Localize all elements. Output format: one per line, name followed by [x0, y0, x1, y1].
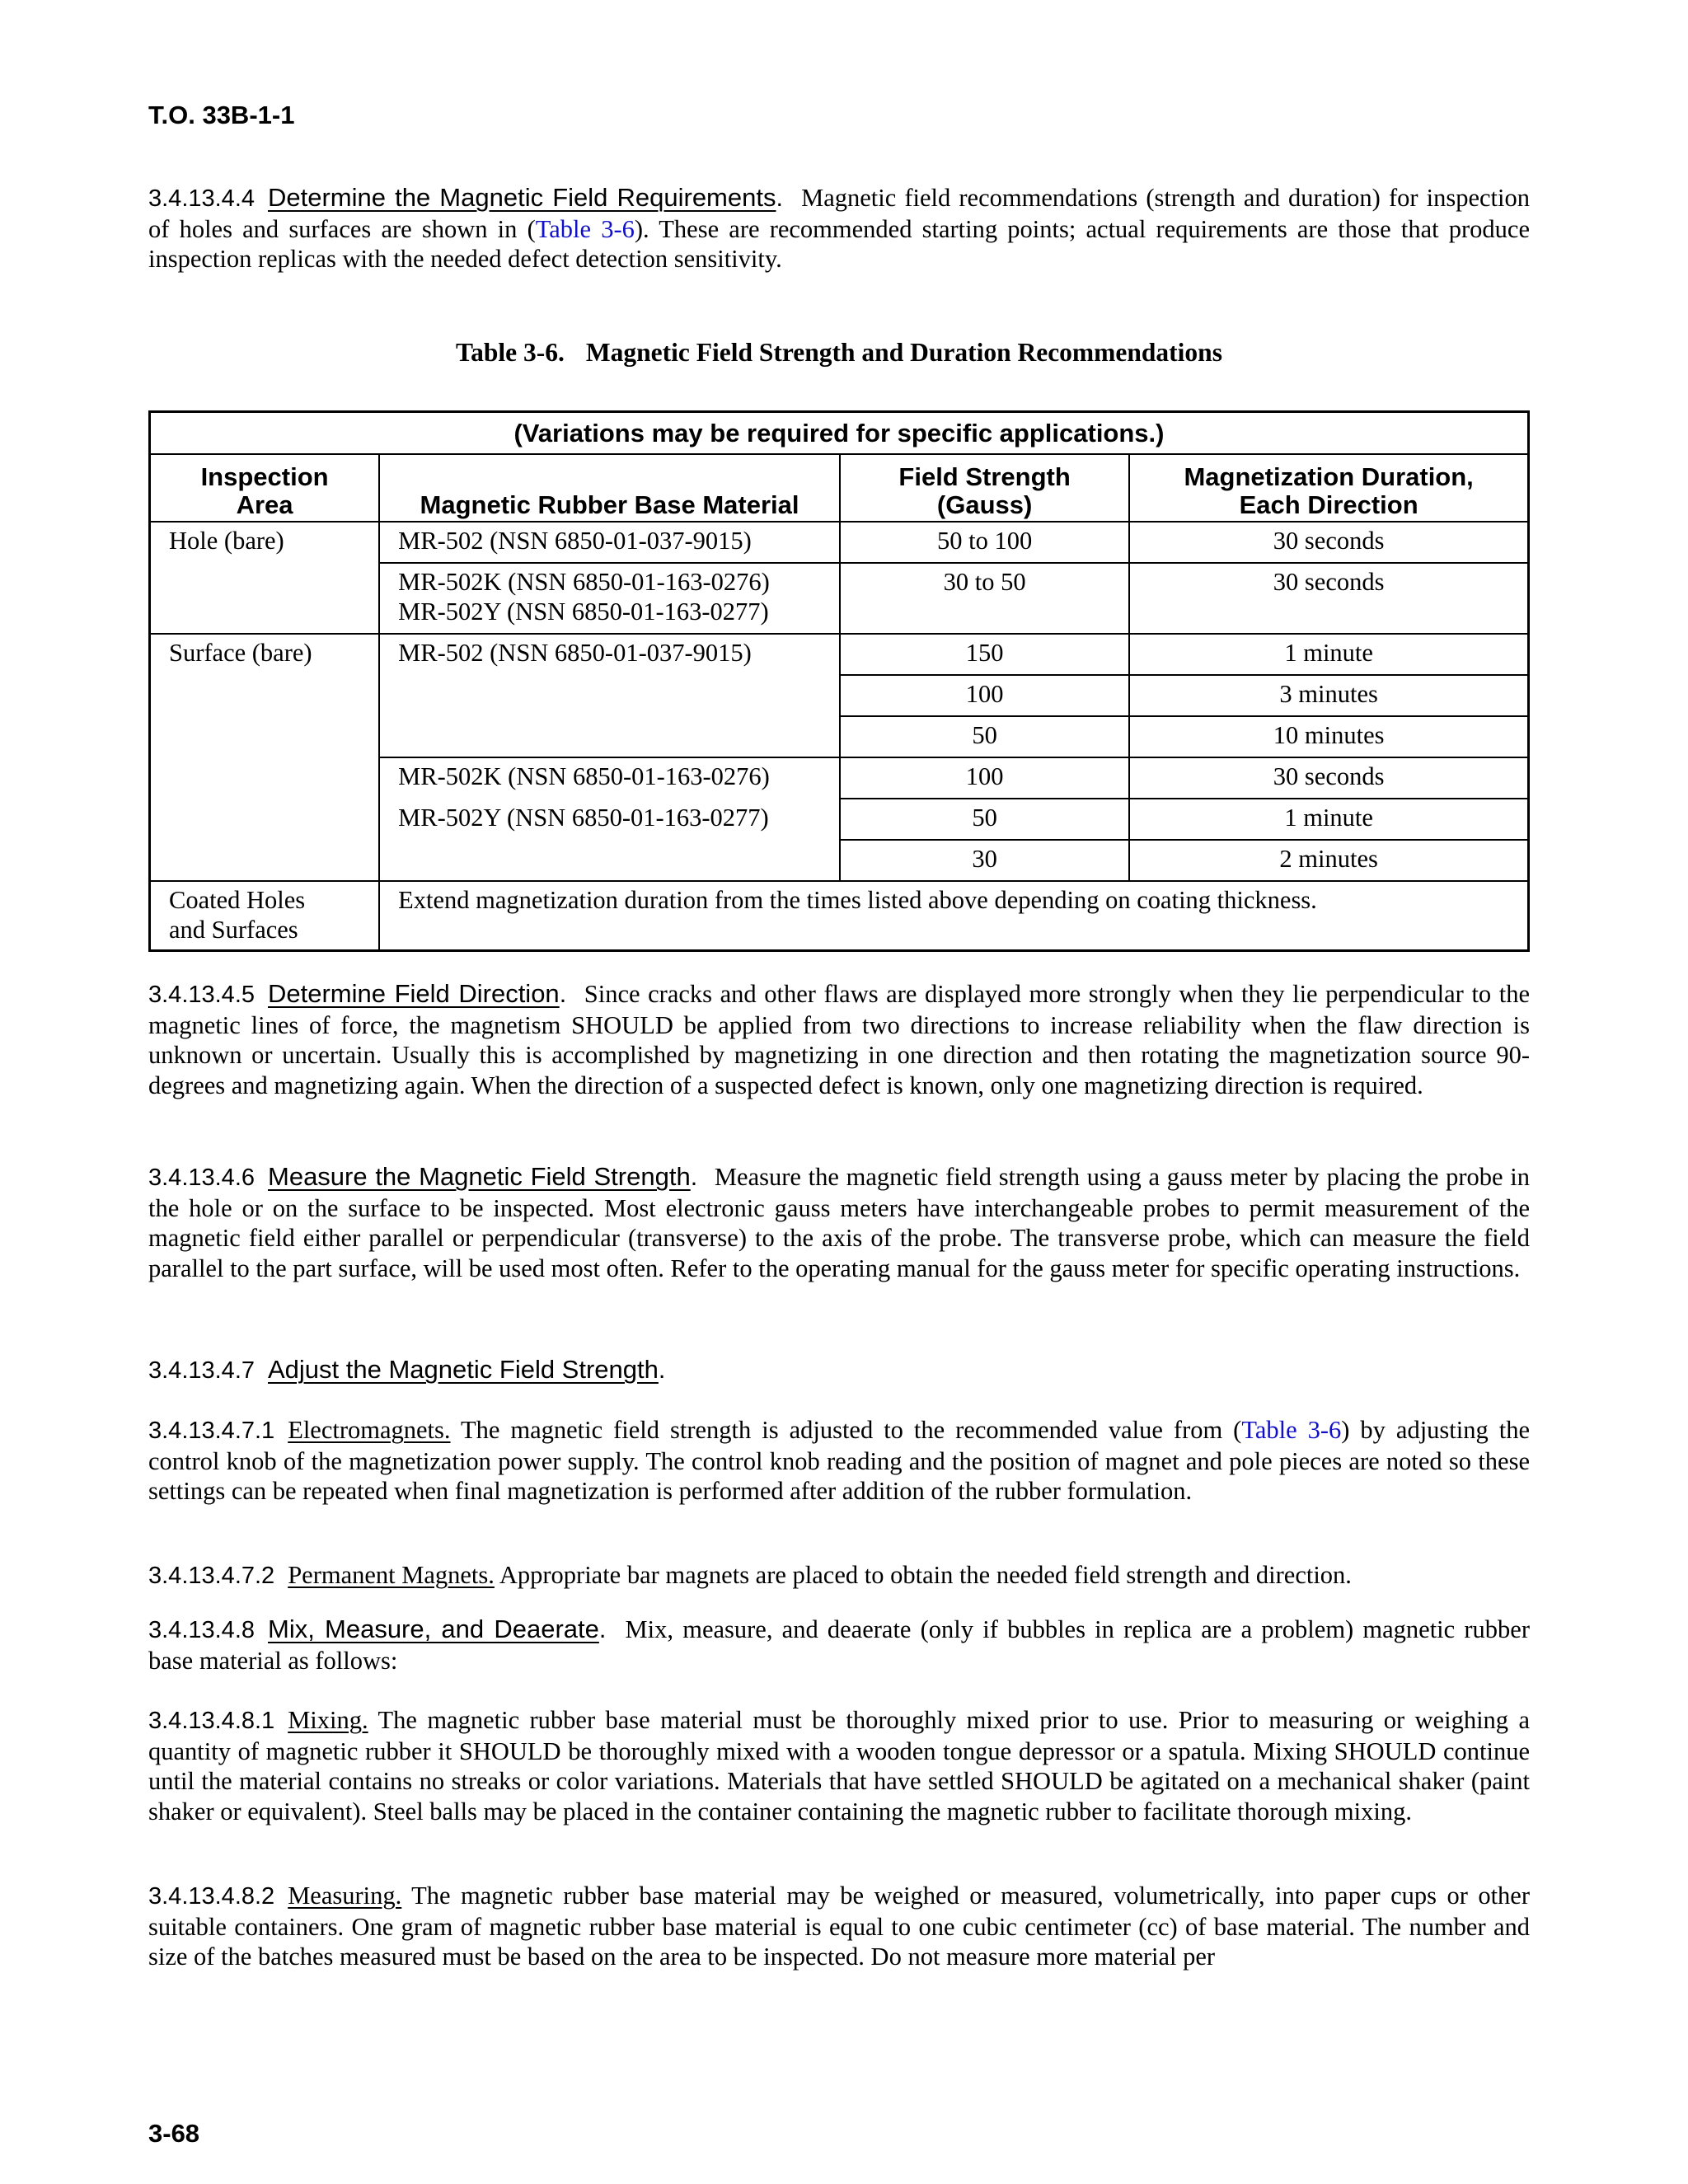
paragraph-adjust-field-strength: 3.4.13.4.7 Adjust the Magnetic Field Strength.	[148, 1355, 666, 1384]
paragraph-number: 3.4.13.4.4	[148, 185, 255, 212]
paragraph-mix-measure-deaerate: 3.4.13.4.8 Mix, Measure, and Deaerate. Mix, measure, and deaerate (only if bubbles in replica are a problem) magnetic rubber base material as follows:	[148, 1615, 1530, 1675]
paragraph-title: Determine the Magnetic Field Requirements	[268, 183, 776, 212]
paragraph-title: Adjust the Magnetic Field Strength	[268, 1355, 659, 1384]
paragraph-text: Since cracks and other flaws are displayed more strongly when they lie perpendicular to the magnetic lines of force, the magnetism SHOULD be applied from two directions to increase reliability when the flaw direction is unknown or uncertain. Usually this is accomplished by magnetizing in one direction and then rotating the magnetization source 90-degrees and magnetizing again. When the direction of a suspected defect is known, only one magnetizing direction is required.	[148, 980, 1531, 1099]
paragraph-number: 3.4.13.4.7.1	[148, 1418, 275, 1444]
duration-cell: 10 minutes	[1129, 716, 1528, 757]
paragraph-number: 3.4.13.4.7.2	[148, 1563, 275, 1589]
field-strength-cell: 100	[840, 675, 1129, 716]
paragraph-text: The magnetic rubber base material may be weighed or measured, volumetrically, into paper cups or other suitable containers. One gram of magnetic rubber base material is equal to one cubic centimeter (cc) of base material. The number and size of the batches measured must be based on the area to be inspected. Do not measure more material per	[148, 1882, 1530, 1971]
material-cell: MR-502K (NSN 6850-01-163-0276) MR-502Y (NSN 6850-01-163-0277)	[379, 563, 840, 634]
table-row	[150, 881, 1529, 950]
paragraph-title: Permanent Magnets.	[288, 1561, 495, 1589]
paragraph-title: Mix, Measure, and Deaerate	[268, 1615, 599, 1643]
paragraph-title: Measuring.	[288, 1882, 402, 1910]
table-caption	[148, 338, 1530, 368]
paragraph-mixing	[148, 1705, 1530, 1826]
paragraph-measure-field-strength: 3.4.13.4.6 Measure the Magnetic Field Strength. Measure the magnetic field strength using a gauss meter by placing the probe in the hole or on the surface to be inspected. Most electronic gauss meters have interchangeable probes to permit measurement of the magnetic field either parallel or perpendicular (transverse) to the axis of the probe. The transverse probe, which can measure the field parallel to the part surface, will be used most often. Refer to the operating manual for the gauss meter for specific operating instructions.	[148, 1162, 1530, 1282]
paragraph-number: 3.4.13.4.5	[148, 982, 255, 1008]
inspection-area-cell: Hole (bare)	[150, 522, 380, 634]
duration-cell: 30 seconds	[1129, 522, 1528, 563]
table-3-6-link[interactable]: Table 3-6	[1241, 1416, 1342, 1444]
paragraph-title: Determine Field Direction	[268, 979, 560, 1008]
field-strength-cell: 100	[840, 757, 1129, 799]
table-3-6-link[interactable]: Table 3-6	[535, 214, 635, 243]
paragraph-measuring	[148, 1881, 1530, 1972]
table-variations-note: (Variations may be required for specific applications.)	[150, 412, 1529, 455]
paragraph-title: Mixing.	[288, 1706, 368, 1734]
table-row	[150, 522, 1529, 563]
document-page	[148, 0, 1530, 2184]
paragraph-text: ). These are recommended starting points; actual requirements are those that produce inspection replicas with the needed defect detection sensitivity.	[148, 214, 1530, 273]
paragraph-number: 3.4.13.4.8.1	[148, 1708, 275, 1734]
column-header-field-strength: Field Strength (Gauss)	[840, 454, 1129, 522]
inspection-area-cell: Coated Holes and Surfaces	[150, 881, 380, 950]
paragraph-text: The magnetic field strength is adjusted to the recommended value from (	[460, 1416, 1242, 1444]
column-header-material: Magnetic Rubber Base Material	[379, 454, 840, 522]
duration-cell: 1 minute	[1129, 634, 1528, 675]
material-cell: MR-502 (NSN 6850-01-037-9015)	[379, 634, 840, 757]
column-header-inspection-area: Inspection Area	[150, 454, 380, 522]
duration-cell: 1 minute	[1129, 799, 1528, 840]
field-strength-cell: 150	[840, 634, 1129, 675]
paragraph-number: 3.4.13.4.6	[148, 1165, 255, 1191]
paragraph-text: Measure the magnetic field strength using a gauss meter by placing the probe in the hole or on the surface to be inspected. Most electronic gauss meters have interchangeable probes to permit measurement of the magnetic field either parallel or perpendicular (transverse) to the axis of the probe. The transverse probe, which can measure the field parallel to the part surface, will be used most often. Refer to the operating manual for the gauss meter for specific operating instructions.	[148, 1163, 1530, 1282]
magnetic-field-table	[148, 410, 1530, 952]
column-header-duration: Magnetization Duration, Each Direction	[1129, 454, 1528, 522]
paragraph-text: Magnetic field recommendations (strength and duration) for inspection of holes and surfaces are shown in (	[148, 184, 1531, 243]
document-id-header: T.O. 33B-1-1	[148, 101, 295, 129]
paragraph-field-requirements: 3.4.13.4.4 Determine the Magnetic Field Requirements. Magnetic field recommendations (strength and duration) for inspection of holes and surfaces are shown in (Table 3-6). These are recommended starting points; actual requirements are those that produce inspection replicas with the needed defect detection sensitivity.	[148, 183, 1531, 273]
paragraph-title: Electromagnets.	[288, 1416, 451, 1444]
field-strength-cell: 50 to 100	[840, 522, 1129, 563]
page-number: 3-68	[148, 2119, 200, 2148]
table-caption-title: Magnetic Field Strength and Duration Recommendations	[585, 338, 1222, 367]
paragraph-field-direction: 3.4.13.4.5 Determine Field Direction. Since cracks and other flaws are displayed more strongly when they lie perpendicular to the magnetic lines of force, the magnetism SHOULD be applied from two directions to increase reliability when the flaw direction is unknown or uncertain. Usually this is accomplished by magnetizing in one direction and then rotating the magnetization source 90-degrees and magnetizing again. When the direction of a suspected defect is known, only one magnetizing direction is required.	[148, 979, 1531, 1099]
paragraph-text: Appropriate bar magnets are placed to obtain the needed field strength and direction.	[499, 1561, 1352, 1589]
material-cell: MR-502K (NSN 6850-01-163-0276) MR-502Y (NSN 6850-01-163-0277)	[379, 757, 840, 881]
material-cell: MR-502 (NSN 6850-01-037-9015)	[379, 522, 840, 563]
paragraph-electromagnets	[148, 1415, 1530, 1507]
paragraph-permanent-magnets	[148, 1560, 1530, 1591]
paragraph-number: 3.4.13.4.8.2	[148, 1883, 275, 1910]
table-caption-label: Table 3-6.	[456, 338, 565, 367]
duration-cell: 3 minutes	[1129, 675, 1528, 716]
field-strength-cell: 50	[840, 799, 1129, 840]
table-row	[150, 634, 1529, 675]
paragraph-number: 3.4.13.4.7	[148, 1357, 255, 1384]
field-strength-cell: 30	[840, 840, 1129, 881]
duration-cell: 2 minutes	[1129, 840, 1528, 881]
duration-cell: 30 seconds	[1129, 757, 1528, 799]
inspection-area-cell: Surface (bare)	[150, 634, 380, 881]
coated-note-cell: Extend magnetization duration from the times listed above depending on coating thickness.	[379, 881, 1528, 950]
paragraph-text: ) by adjusting the control knob of the magnetization power supply. The control knob reading and the position of magnet and pole pieces are noted so these settings can be repeated when final magnetization is performed after addition of the rubber formulation.	[148, 1416, 1530, 1505]
paragraph-title: Measure the Magnetic Field Strength	[268, 1162, 691, 1191]
field-strength-cell: 30 to 50	[840, 563, 1129, 634]
duration-cell: 30 seconds	[1129, 563, 1528, 634]
paragraph-text: The magnetic rubber base material must be thoroughly mixed prior to use. Prior to measuring or weighing a quantity of magnetic rubber it SHOULD be thoroughly mixed with a wooden tongue depressor or a spatula. Mixing SHOULD continue until the material contains no streaks or color variations. Materials that have settled SHOULD be agitated on a mechanical shaker (paint shaker or equivalent). Steel balls may be placed in the container containing the magnetic rubber to facilitate thorough mixing.	[148, 1706, 1530, 1825]
paragraph-text: Mix, measure, and deaerate (only if bubbles in replica are a problem) magnetic rubber base material as follows:	[148, 1615, 1530, 1675]
paragraph-number: 3.4.13.4.8	[148, 1617, 255, 1643]
field-strength-cell: 50	[840, 716, 1129, 757]
